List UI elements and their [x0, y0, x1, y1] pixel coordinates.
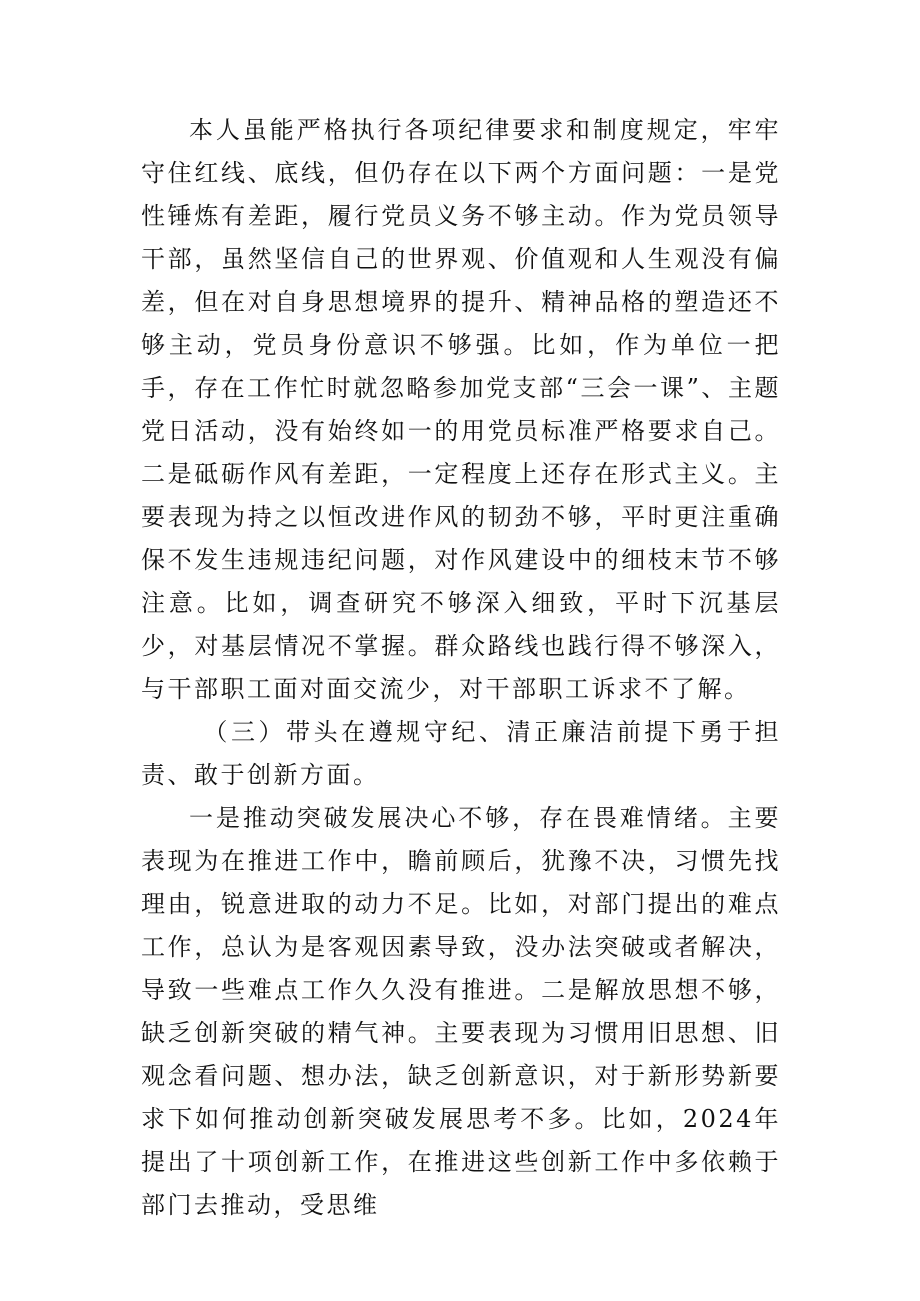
document-body [141, 109, 781, 1227]
paragraph-innovation-issues: 一是推动突破发展决心不够，存在畏难情绪。主要表现为在推进工作中，瞻前顾后，犹豫不决，习惯先找理由，锐意进取的动力不足。比如，对部门提出的难点工作，总认为是客观因素导致，没办法突破或者解决，导致一些难点工作久久没有推进。二是解放思想不够，缺乏创新突破的精气神。主要表现为习惯用旧思想、旧观念看问题、想办法，缺乏创新意识，对于新形势新要求下如何推动创新突破发展思考不多。比如，2024年提出了十项创新工作，在推进这些创新工作中多依赖于部门去推动，受思维 [141, 804, 781, 1219]
paragraph-discipline-issues: 本人虽能严格执行各项纪律要求和制度规定，牢牢守住红线、底线，但仍存在以下两个方面问题：一是党性锤炼有差距，履行党员义务不够主动。作为党员领导干部，虽然坚信自己的世界观、价值观和人生观没有偏差，但在对自身思想境界的提升、精神品格的塑造还不够主动，党员身份意识不够强。比如，作为单位一把手，存在工作忙时就忽略参加党支部“三会一课”、主题党日活动，没有始终如一的用党员标准严格要求自己。二是砥砺作风有差距，一定程度上还存在形式主义。主要表现为持之以恒改进作风的韧劲不够，平时更注重确保不发生违规违纪问题，对作风建设中的细枝末节不够注意。比如，调查研究不够深入细致，平时下沉基层少，对基层情况不掌握。群众路线也践行得不够深入，与干部职工面对面交流少，对干部职工诉求不了解。 [141, 116, 781, 703]
section-heading-three: （三）带头在遵规守纪、清正廉洁前提下勇于担责、敢于创新方面。 [141, 718, 781, 789]
